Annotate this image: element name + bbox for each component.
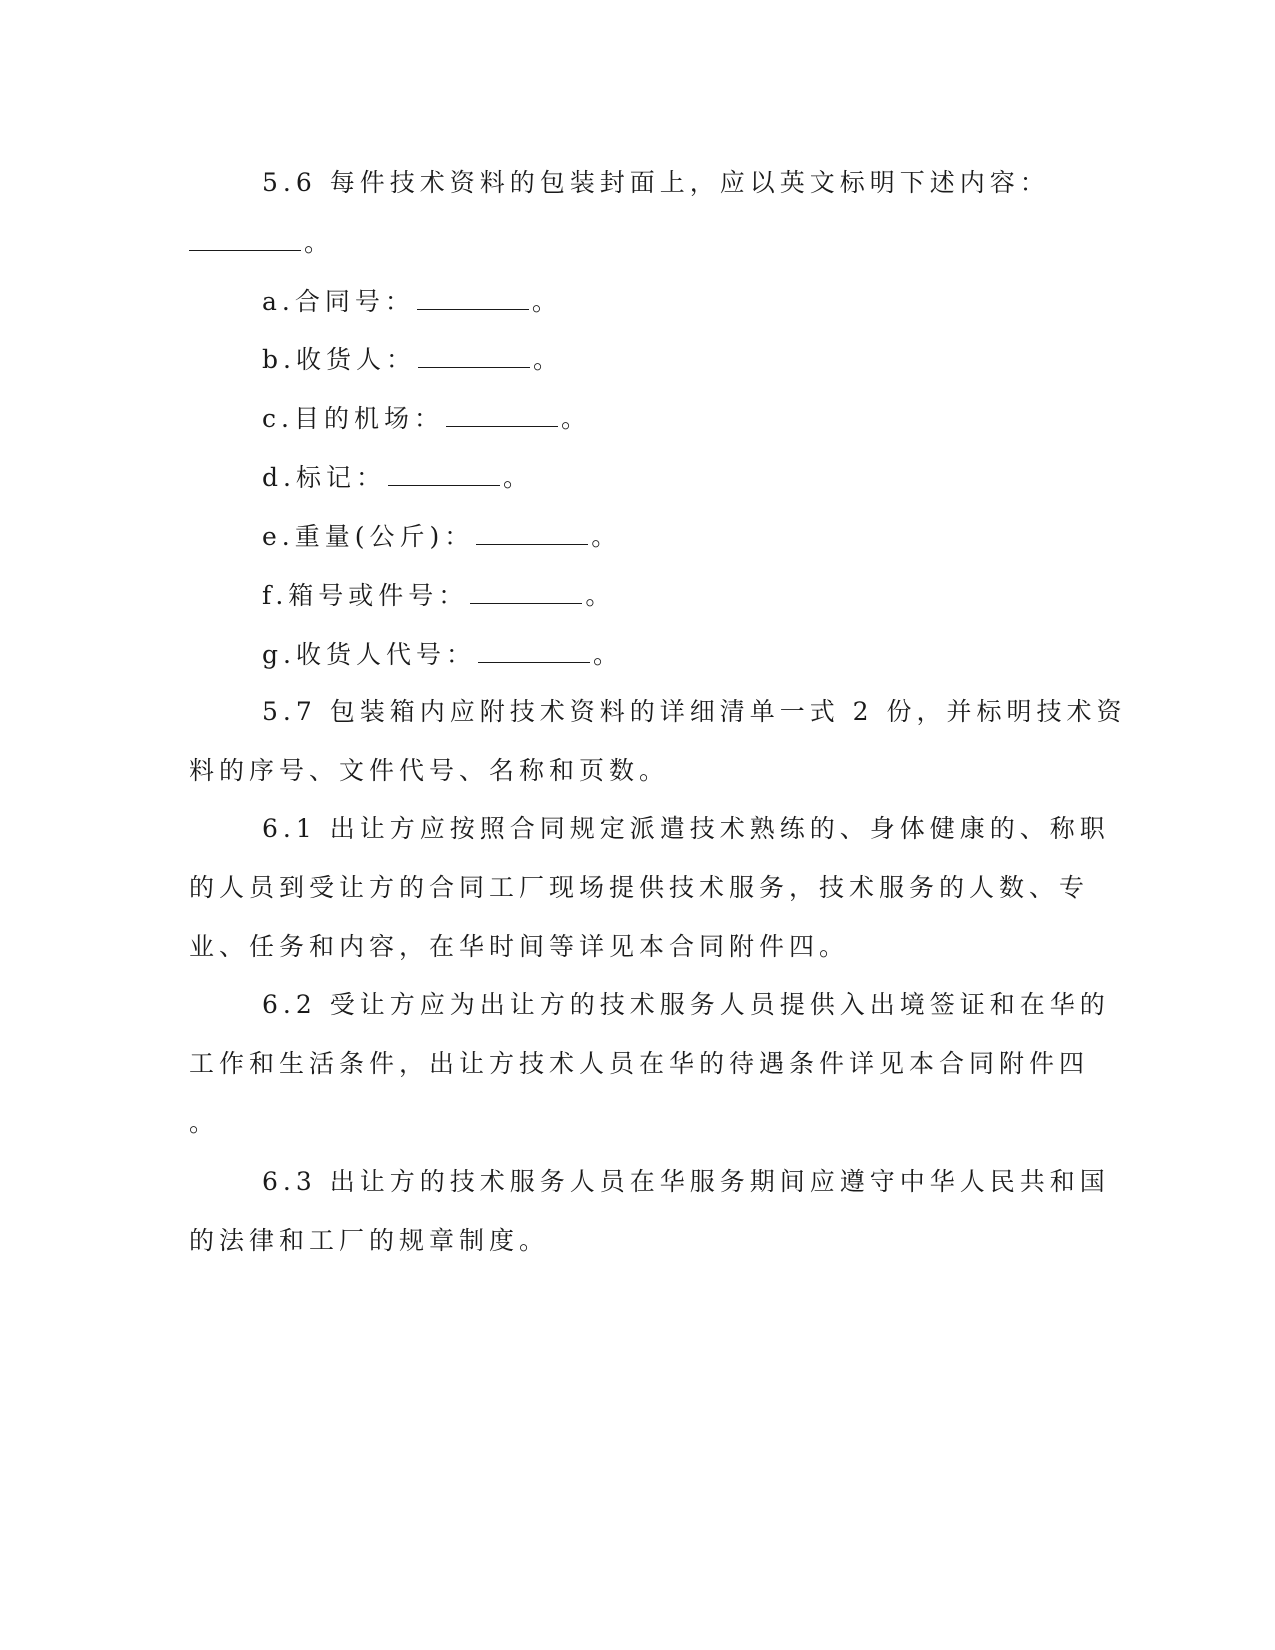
fill-in-blank — [418, 345, 530, 368]
item-case-number — [262, 581, 615, 611]
item-consignee-code — [262, 640, 623, 670]
item-end: 。 — [585, 581, 616, 610]
clause-6-2-line-1: 6.2 受让方应为出让方的技术服务人员提供入出境签证和在华的 — [262, 990, 1110, 1019]
clause-5-6-line-1 — [262, 168, 1050, 198]
fill-in-blank — [417, 287, 529, 310]
fill-in-blank — [446, 404, 558, 427]
item-weight — [262, 522, 621, 552]
item-label: b.收货人： — [262, 345, 416, 374]
clause-6-1-line-1: 6.1 出让方应按照合同规定派遣技术熟练的、身体健康的、称职 — [262, 814, 1110, 843]
clause-6-1-line-2: 的人员到受让方的合同工厂现场提供技术服务，技术服务的人数、专 — [189, 873, 1090, 902]
clause-6-3-line-2: 的法律和工厂的规章制度。 — [189, 1226, 550, 1255]
item-end: 。 — [592, 640, 623, 669]
fill-in-blank — [476, 522, 588, 545]
clause-6-3-line-1: 6.3 出让方的技术服务人员在华服务期间应遵守中华人民共和国 — [262, 1167, 1110, 1196]
fill-in-blank — [478, 640, 590, 663]
item-label: c.目的机场： — [262, 404, 444, 433]
fill-in-blank — [388, 463, 500, 486]
clause-5-7-line-1: 5.7 包装箱内应附技术资料的详细清单一式 2 份，并标明技术资 — [262, 697, 1127, 726]
item-label: e.重量(公斤)： — [262, 522, 475, 551]
clause-tail: 。 — [304, 228, 335, 257]
clause-6-2-line-3: 。 — [189, 1108, 220, 1137]
item-contract-number — [262, 287, 562, 317]
clause-5-6-line-2 — [189, 228, 334, 258]
fill-in-blank — [189, 228, 301, 251]
item-label: a.合同号： — [262, 287, 415, 316]
item-end: 。 — [560, 404, 591, 433]
fill-in-blank — [470, 581, 582, 604]
clause-text: 每件技术资料的包装封面上，应以英文标明下述内容： — [329, 168, 1050, 197]
item-mark — [262, 463, 533, 493]
clause-number: 5.6 — [262, 168, 317, 197]
clause-6-2-line-2: 工作和生活条件，出让方技术人员在华的待遇条件详见本合同附件四 — [189, 1049, 1090, 1078]
item-end: 。 — [532, 345, 563, 374]
item-label: d.标记： — [262, 463, 386, 492]
item-end: 。 — [502, 463, 533, 492]
item-consignee — [262, 345, 563, 375]
item-destination-airport — [262, 404, 591, 434]
item-label: g.收货人代号： — [262, 640, 476, 669]
item-label: f.箱号或件号： — [262, 581, 469, 610]
clause-6-1-line-3: 业、任务和内容，在华时间等详见本合同附件四。 — [189, 932, 850, 961]
item-end: 。 — [591, 522, 622, 551]
clause-5-7-line-2: 料的序号、文件代号、名称和页数。 — [189, 756, 670, 785]
item-end: 。 — [531, 287, 562, 316]
